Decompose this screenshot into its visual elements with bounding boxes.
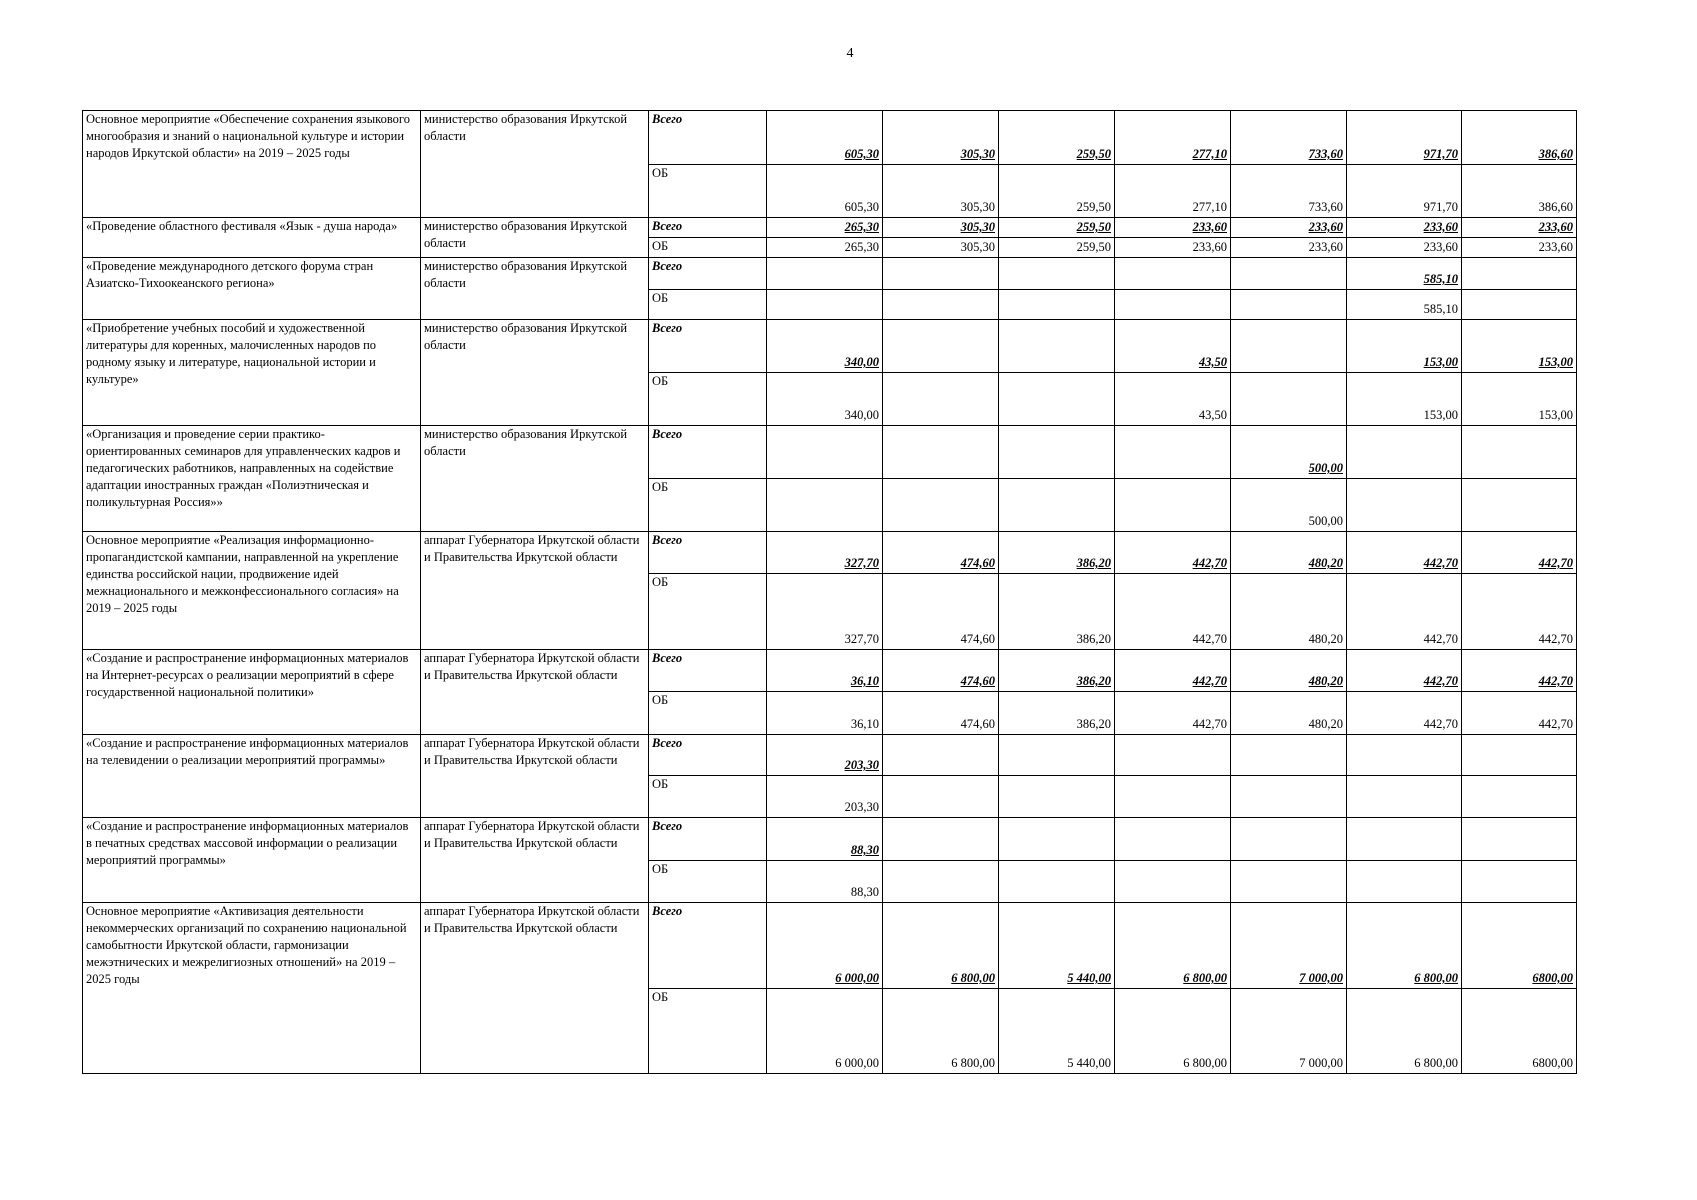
amount-ob: 340,00 (767, 373, 883, 426)
amount-ob: 733,60 (1231, 165, 1347, 218)
executor: аппарат Губернатора Иркутской области и Правительства Иркутской области (421, 650, 649, 735)
amount-ob: 474,60 (883, 692, 999, 735)
amount-total (1115, 258, 1231, 290)
amount-total: 480,20 (1231, 650, 1347, 692)
funding-source-ob: ОБ (649, 290, 767, 320)
table-row (83, 111, 1577, 165)
amount-ob: 265,30 (767, 238, 883, 258)
amount-total: 386,20 (999, 650, 1115, 692)
amount-ob: 233,60 (1231, 238, 1347, 258)
amount-total (883, 818, 999, 861)
amount-ob (1231, 776, 1347, 818)
executor: министерство образования Иркутской области (421, 218, 649, 258)
funding-source-ob: ОБ (649, 373, 767, 426)
funding-source-total: Всего (649, 111, 767, 165)
executor: аппарат Губернатора Иркутской области и Правительства Иркутской области (421, 903, 649, 1074)
activity-name: Основное мероприятие «Реализация информационно-пропагандистской кампании, направленной на укрепление единства российской нации, продвижение идей межнационального и межконфессионального согласия» на 2019 – 2025 годы (83, 532, 421, 650)
amount-total: 36,10 (767, 650, 883, 692)
amount-total (1231, 818, 1347, 861)
executor: аппарат Губернатора Иркутской области и Правительства Иркутской области (421, 735, 649, 818)
amount-total: 480,20 (1231, 532, 1347, 574)
amount-ob: 585,10 (1347, 290, 1462, 320)
executor: аппарат Губернатора Иркутской области и Правительства Иркутской области (421, 818, 649, 903)
amount-ob: 259,50 (999, 165, 1115, 218)
activity-name: Основное мероприятие «Обеспечение сохранения языкового многообразия и знаний о национальной культуре и истории народов Иркутской области» на 2019 – 2025 годы (83, 111, 421, 218)
amount-ob: 327,70 (767, 574, 883, 650)
amount-total: 43,50 (1115, 320, 1231, 373)
amount-total (1347, 426, 1462, 479)
executor: министерство образования Иркутской области (421, 426, 649, 532)
table-row (83, 650, 1577, 692)
amount-ob: 153,00 (1462, 373, 1577, 426)
amount-ob (1462, 861, 1577, 903)
amount-ob (1231, 373, 1347, 426)
amount-ob: 474,60 (883, 574, 999, 650)
table-row (83, 735, 1577, 776)
funding-source-ob: ОБ (649, 989, 767, 1074)
amount-ob: 5 440,00 (999, 989, 1115, 1074)
amount-ob (999, 776, 1115, 818)
amount-total: 442,70 (1462, 650, 1577, 692)
amount-ob: 480,20 (1231, 692, 1347, 735)
amount-ob: 233,60 (1115, 238, 1231, 258)
page-number: 4 (846, 46, 854, 61)
amount-total: 733,60 (1231, 111, 1347, 165)
amount-total (1462, 258, 1577, 290)
amount-total: 233,60 (1115, 218, 1231, 238)
amount-ob: 386,20 (999, 574, 1115, 650)
amount-ob: 605,30 (767, 165, 883, 218)
amount-total (1462, 818, 1577, 861)
funding-source-ob: ОБ (649, 574, 767, 650)
table-row (83, 903, 1577, 989)
funding-source-ob: ОБ (649, 165, 767, 218)
amount-ob: 442,70 (1347, 574, 1462, 650)
funding-source-ob: ОБ (649, 479, 767, 532)
activity-name: «Приобретение учебных пособий и художественной литературы для коренных, малочисленных народов по родному языку и литературе, национальной истории и культуре» (83, 320, 421, 426)
amount-total: 6 800,00 (1115, 903, 1231, 989)
amount-total (999, 426, 1115, 479)
amount-total (1462, 426, 1577, 479)
executor: министерство образования Иркутской области (421, 320, 649, 426)
amount-ob: 36,10 (767, 692, 883, 735)
amount-ob (883, 373, 999, 426)
amount-total (1115, 818, 1231, 861)
amount-total: 233,60 (1347, 218, 1462, 238)
activity-name: «Создание и распространение информационных материалов на Интернет-ресурсах о реализации мероприятий в сфере государственной национальной политики» (83, 650, 421, 735)
amount-total: 327,70 (767, 532, 883, 574)
funding-source-total: Всего (649, 218, 767, 238)
amount-total: 442,70 (1115, 532, 1231, 574)
amount-total: 442,70 (1115, 650, 1231, 692)
amount-ob (999, 290, 1115, 320)
activity-name: «Организация и проведение серии практико-ориентированных семинаров для управленческих кадров и педагогических работников, направленных на содействие адаптации иностранных граждан «Полиэтническая и поликультурная Россия»» (83, 426, 421, 532)
amount-ob: 305,30 (883, 165, 999, 218)
table-row (83, 320, 1577, 373)
activity-name: «Создание и распространение информационных материалов в печатных средствах массовой информации о реализации мероприятий программы» (83, 818, 421, 903)
amount-total (883, 735, 999, 776)
amount-total (1231, 258, 1347, 290)
amount-ob: 6800,00 (1462, 989, 1577, 1074)
amount-ob (767, 290, 883, 320)
table-row (83, 218, 1577, 238)
amount-total: 203,30 (767, 735, 883, 776)
funding-source-ob: ОБ (649, 692, 767, 735)
amount-total (883, 258, 999, 290)
amount-ob: 7 000,00 (1231, 989, 1347, 1074)
amount-ob (1347, 776, 1462, 818)
amount-total: 7 000,00 (1231, 903, 1347, 989)
amount-total: 6 800,00 (883, 903, 999, 989)
amount-total (1115, 426, 1231, 479)
amount-total (883, 426, 999, 479)
amount-ob: 259,50 (999, 238, 1115, 258)
funding-source-total: Всего (649, 532, 767, 574)
amount-ob (1347, 861, 1462, 903)
amount-total: 5 440,00 (999, 903, 1115, 989)
amount-ob (1115, 479, 1231, 532)
amount-total: 474,60 (883, 650, 999, 692)
amount-ob: 305,30 (883, 238, 999, 258)
amount-total: 500,00 (1231, 426, 1347, 479)
amount-ob (883, 290, 999, 320)
executor: министерство образования Иркутской области (421, 258, 649, 320)
amount-ob: 386,60 (1462, 165, 1577, 218)
amount-total: 6 800,00 (1347, 903, 1462, 989)
amount-total (1347, 735, 1462, 776)
amount-total (1115, 735, 1231, 776)
funding-source-ob: ОБ (649, 861, 767, 903)
amount-total: 340,00 (767, 320, 883, 373)
amount-ob: 480,20 (1231, 574, 1347, 650)
activity-name: Основное мероприятие «Активизация деятельности некоммерческих организаций по сохранению национальной самобытности Иркутской области, гармонизации межэтнических и межрелигиозных отношений» на 2019 – 2025 годы (83, 903, 421, 1074)
amount-total (883, 320, 999, 373)
executor: министерство образования Иркутской области (421, 111, 649, 218)
budget-table-body (83, 111, 1577, 1074)
activity-name: «Проведение областного фестиваля «Язык - душа народа» (83, 218, 421, 258)
table-row (83, 426, 1577, 479)
amount-total: 442,70 (1462, 532, 1577, 574)
amount-ob (883, 776, 999, 818)
funding-source-ob: ОБ (649, 238, 767, 258)
amount-total (999, 818, 1115, 861)
amount-ob (999, 861, 1115, 903)
amount-ob (1347, 479, 1462, 532)
amount-total: 233,60 (1462, 218, 1577, 238)
amount-total: 585,10 (1347, 258, 1462, 290)
funding-source-total: Всего (649, 320, 767, 373)
amount-ob: 233,60 (1462, 238, 1577, 258)
funding-source-total: Всего (649, 258, 767, 290)
amount-total: 305,30 (883, 111, 999, 165)
table-row (83, 532, 1577, 574)
funding-source-ob: ОБ (649, 776, 767, 818)
funding-source-total: Всего (649, 903, 767, 989)
amount-total: 442,70 (1347, 532, 1462, 574)
amount-total (1462, 735, 1577, 776)
amount-total: 277,10 (1115, 111, 1231, 165)
amount-total: 442,70 (1347, 650, 1462, 692)
amount-ob (767, 479, 883, 532)
amount-ob (1462, 776, 1577, 818)
funding-source-total: Всего (649, 426, 767, 479)
amount-total: 265,30 (767, 218, 883, 238)
amount-total: 259,50 (999, 111, 1115, 165)
amount-total: 6800,00 (1462, 903, 1577, 989)
amount-ob (1115, 861, 1231, 903)
amount-total: 305,30 (883, 218, 999, 238)
amount-ob: 386,20 (999, 692, 1115, 735)
amount-ob: 500,00 (1231, 479, 1347, 532)
amount-total: 386,20 (999, 532, 1115, 574)
amount-total (767, 426, 883, 479)
amount-ob: 88,30 (767, 861, 883, 903)
amount-total (767, 258, 883, 290)
amount-total (1347, 818, 1462, 861)
amount-ob (1115, 290, 1231, 320)
amount-ob (999, 479, 1115, 532)
funding-source-total: Всего (649, 735, 767, 776)
amount-ob (1462, 290, 1577, 320)
amount-ob: 277,10 (1115, 165, 1231, 218)
amount-ob: 6 800,00 (1347, 989, 1462, 1074)
amount-ob: 442,70 (1462, 574, 1577, 650)
amount-ob: 6 800,00 (1115, 989, 1231, 1074)
amount-ob (883, 479, 999, 532)
amount-total: 233,60 (1231, 218, 1347, 238)
table-row (83, 258, 1577, 290)
amount-ob (1115, 776, 1231, 818)
amount-ob: 43,50 (1115, 373, 1231, 426)
activity-name: «Проведение международного детского форума стран Азиатско-Тихоокеанского региона» (83, 258, 421, 320)
amount-total (1231, 735, 1347, 776)
amount-ob (1231, 290, 1347, 320)
amount-ob (1231, 861, 1347, 903)
amount-ob: 442,70 (1347, 692, 1462, 735)
amount-ob (883, 861, 999, 903)
amount-ob: 971,70 (1347, 165, 1462, 218)
amount-total (999, 258, 1115, 290)
amount-ob: 442,70 (1115, 692, 1231, 735)
activity-name: «Создание и распространение информационных материалов на телевидении о реализации мероприятий программы» (83, 735, 421, 818)
amount-total: 386,60 (1462, 111, 1577, 165)
amount-ob (999, 373, 1115, 426)
amount-ob (1462, 479, 1577, 532)
amount-total (999, 320, 1115, 373)
budget-table (82, 110, 1577, 1074)
executor: аппарат Губернатора Иркутской области и Правительства Иркутской области (421, 532, 649, 650)
amount-total: 259,50 (999, 218, 1115, 238)
amount-total: 153,00 (1462, 320, 1577, 373)
amount-total: 605,30 (767, 111, 883, 165)
amount-total: 474,60 (883, 532, 999, 574)
amount-ob: 6 800,00 (883, 989, 999, 1074)
funding-source-total: Всего (649, 818, 767, 861)
amount-total: 153,00 (1347, 320, 1462, 373)
amount-ob: 233,60 (1347, 238, 1462, 258)
amount-total: 6 000,00 (767, 903, 883, 989)
amount-total: 88,30 (767, 818, 883, 861)
amount-total (999, 735, 1115, 776)
amount-ob: 6 000,00 (767, 989, 883, 1074)
table-row (83, 818, 1577, 861)
funding-source-total: Всего (649, 650, 767, 692)
amount-ob: 442,70 (1462, 692, 1577, 735)
amount-total: 971,70 (1347, 111, 1462, 165)
amount-ob: 153,00 (1347, 373, 1462, 426)
amount-ob: 442,70 (1115, 574, 1231, 650)
amount-ob: 203,30 (767, 776, 883, 818)
amount-total (1231, 320, 1347, 373)
